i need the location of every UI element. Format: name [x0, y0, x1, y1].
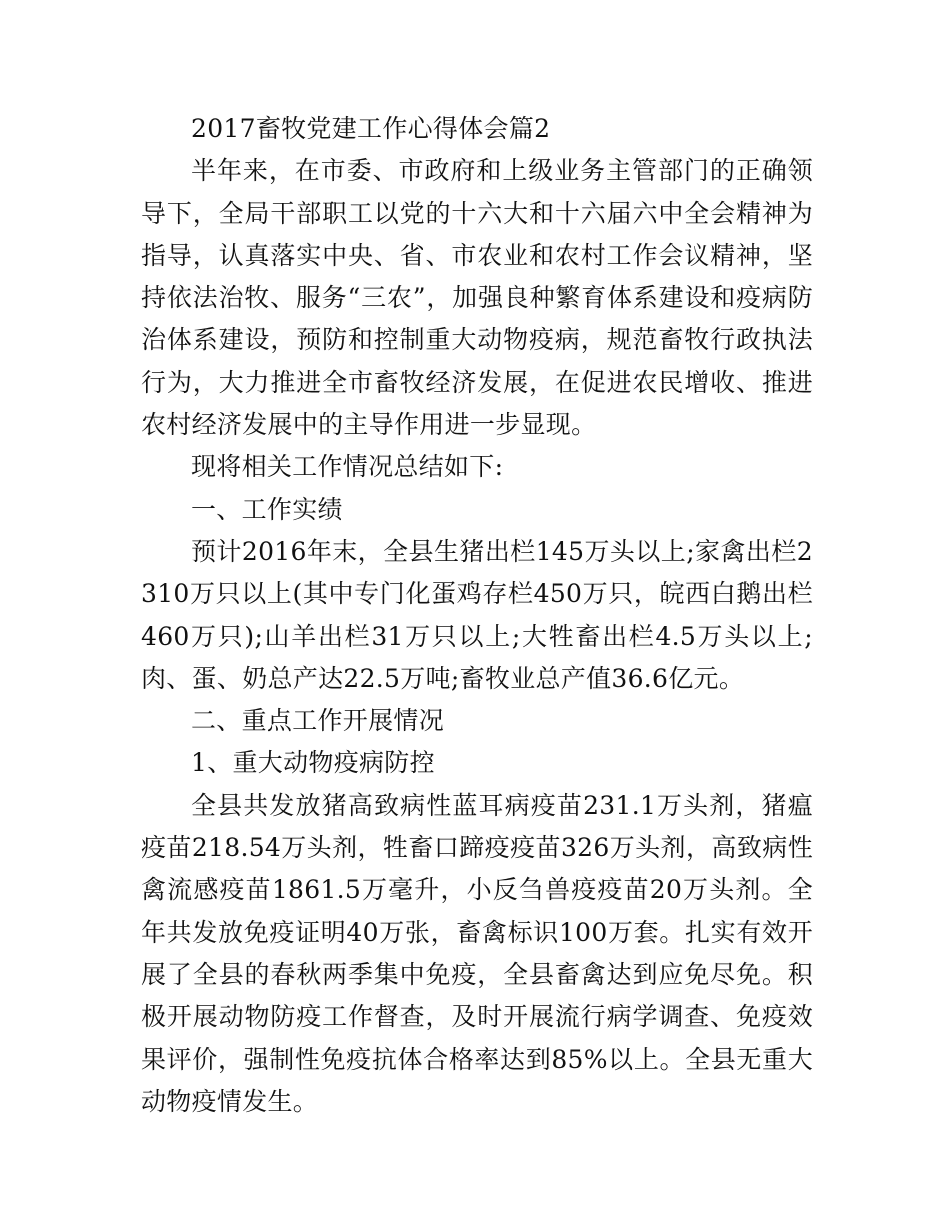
paragraph-intro: 半年来，在市委、市政府和上级业务主管部门的正确领导下，全局干部职工以党的十六大和十六届六中全会精神为指导，认真落实中央、省、市农业和农村工作会议精神，坚持依法治牧、服务“三农”，加强良种繁育体系建设和疫病防治体系建设，预防和控制重大动物疫病，规范畜牧行政执法行为，大力推进全市畜牧经济发展，在促进农民增收、推进农村经济发展中的主导作用进一步显现。: [141, 156, 813, 440]
paragraph-disease-control: 全县共发放猪高致病性蓝耳病疫苗231.1万头剂，猪瘟疫苗218.54万头剂，牲畜口蹄疫疫苗326万头剂，高致病性禽流感疫苗1861.5万毫升，小反刍兽疫疫苗20万头剂。全年共发放免疫证明40万张，畜禽标识100万套。扎实有效开展了全县的春秋两季集中免疫，全县畜禽达到应免尽免。积极开展动物防疫工作督查，及时开展流行病学调查、免疫效果评价，强制性免疫抗体合格率达到85%以上。全县无重大动物疫情发生。: [141, 790, 813, 1116]
paragraph-achievements: 预计2016年末，全县生猪出栏145万头以上;家禽出栏2310万只以上(其中专门化蛋鸡存栏450万只，皖西白鹅出栏460万只);山羊出栏31万只以上;大牲畜出栏4.5万头以上;肉、蛋、奶总产达22.5万吨;畜牧业总产值36.6亿元。: [141, 536, 813, 693]
section-heading-key-work: 二、重点工作开展情况: [191, 706, 445, 736]
document-title: 2017畜牧党建工作心得体会篇2: [191, 114, 551, 143]
section-heading-achievements: 一、工作实绩: [191, 494, 343, 524]
subsection-heading-disease-control: 1、重大动物疫病防控: [191, 748, 435, 778]
document-body: [141, 108, 813, 1123]
paragraph-summary-lead: 现将相关工作情况总结如下:: [191, 452, 504, 482]
